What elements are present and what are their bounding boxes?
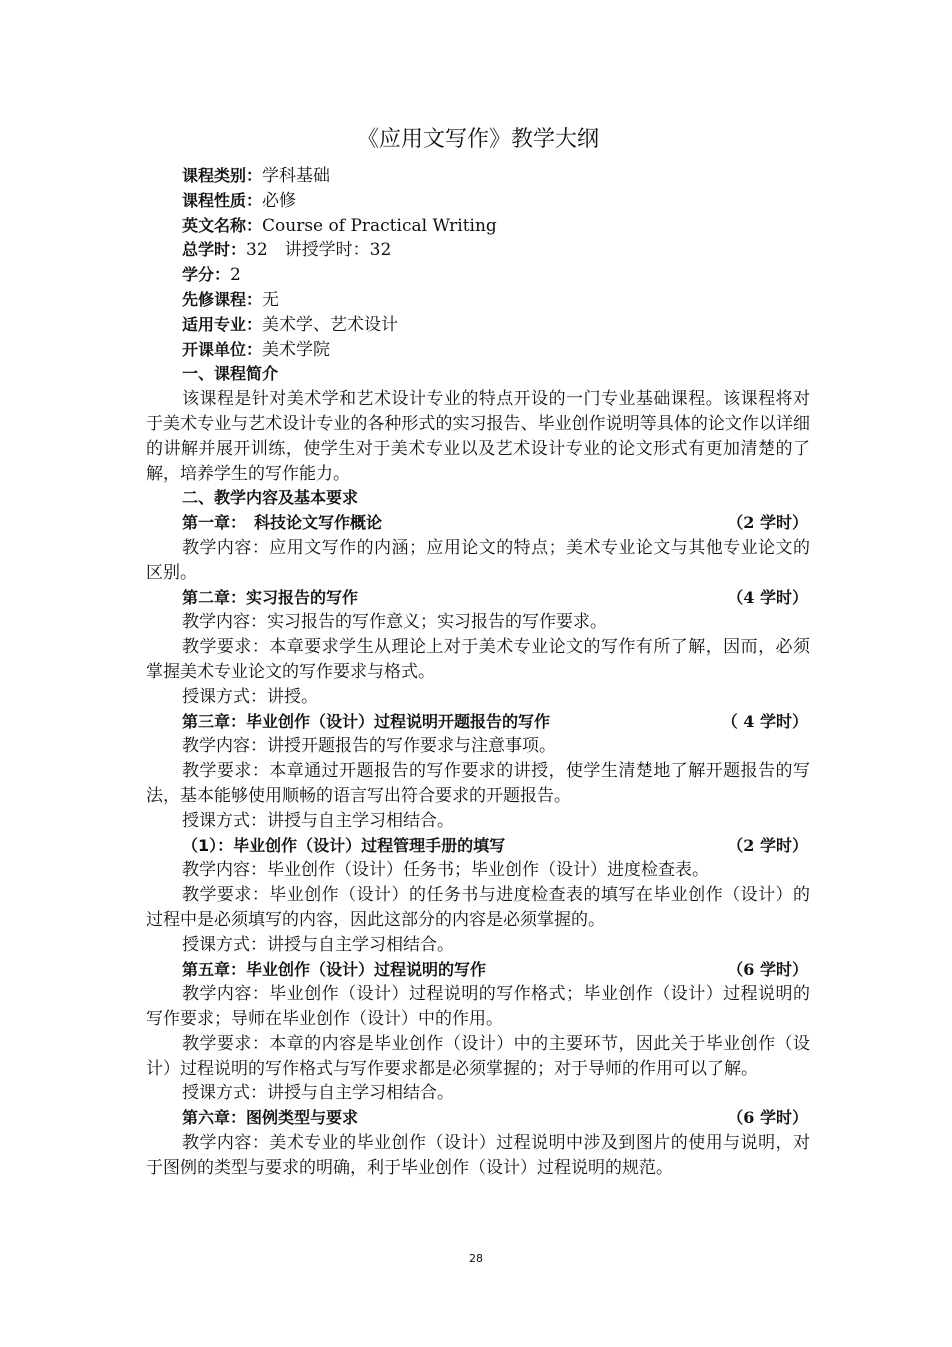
chapter-paragraph: 教学内容：应用文写作的内涵；应用论文的特点；美术专业论文与其他专业论文的区别。 xyxy=(146,537,810,583)
meta-row-nature xyxy=(146,189,810,214)
meta-key: 学分： xyxy=(182,265,231,285)
meta-key: 课程性质： xyxy=(182,190,263,210)
meta-value: 美术学、艺术设计 xyxy=(262,314,399,335)
chapter-paragraph: 教学要求：本章的内容是毕业创作（设计）中的主要环节，因此关于毕业创作（设计）过程说明的写作格式与写作要求都是必须掌握的；对于导师的作用可以了解。 xyxy=(146,1033,810,1079)
meta-value: 学科基础 xyxy=(262,166,331,186)
chapter-paragraph: 教学内容：讲授开题报告的写作要求与注意事项。 xyxy=(182,736,556,757)
meta-key: 英文名称： xyxy=(182,215,263,235)
meta-row-english-name xyxy=(146,214,810,239)
section-heading-intro: 一、课程简介 xyxy=(182,364,279,384)
chapter-heading: 第一章： 科技论文写作概论 （2 学时） xyxy=(146,511,810,536)
chapter-paragraph: 授课方式：讲授与自主学习相结合。 xyxy=(182,1083,454,1104)
meta-value: 美术学院 xyxy=(262,339,331,360)
meta-row-hours xyxy=(146,238,810,263)
chapter-hours: （6 学时） xyxy=(727,959,808,979)
meta-row-major xyxy=(146,313,810,338)
document-title: 《应用文写作》教学大纲 xyxy=(356,127,599,152)
meta-value: 必修 xyxy=(262,190,297,211)
chapter-hours: （2 学时） xyxy=(727,835,808,855)
chapter-paragraph: 授课方式：讲授与自主学习相结合。 xyxy=(182,810,454,831)
meta-value: 32 讲授学时：32 xyxy=(246,240,392,261)
meta-value: 2 xyxy=(230,265,241,286)
chapter-paragraph: 授课方式：讲授与自主学习相结合。 xyxy=(182,934,454,955)
meta-key: 课程类别： xyxy=(182,166,263,185)
chapter-hours: （4 学时） xyxy=(727,587,808,607)
meta-value: 无 xyxy=(262,289,280,310)
chapter-paragraph: 授课方式：讲授。 xyxy=(182,686,318,707)
chapter-hours: （6 学时） xyxy=(727,1108,808,1128)
chapter-paragraph: 教学要求：毕业创作（设计）的任务书与进度检查表的填写在毕业创作（设计）的过程中是必须填写的内容，因此这部分的内容是必须掌握的。 xyxy=(146,885,810,930)
document-page xyxy=(146,120,810,1181)
meta-key: 总学时： xyxy=(182,240,247,260)
chapter-heading: 第三章：毕业创作（设计）过程说明开题报告的写作 （ 4 学时） xyxy=(146,710,810,735)
meta-row-prerequisite xyxy=(146,288,810,313)
chapter-paragraph: 教学内容：毕业创作（设计）任务书；毕业创作（设计）进度检查表。 xyxy=(182,860,709,881)
chapter-hours: （2 学时） xyxy=(727,513,808,533)
meta-row-category xyxy=(146,164,810,189)
meta-value: Course of Practical Writing xyxy=(262,215,497,236)
chapter-heading: 第六章：图例类型与要求 （6 学时） xyxy=(146,1106,810,1131)
meta-key: 开课单位： xyxy=(182,339,263,359)
meta-row-credits xyxy=(146,263,810,288)
chapter-hours: （ 4 学时） xyxy=(721,711,808,731)
meta-key: 先修课程： xyxy=(182,289,263,309)
chapter-heading: 第二章：实习报告的写作 （4 学时） xyxy=(146,586,810,611)
chapter-paragraph: 教学内容：美术专业的毕业创作（设计）过程说明中涉及到图片的使用与说明，对于图例的类型与要求的明确，利于毕业创作（设计）过程说明的规范。 xyxy=(146,1133,810,1178)
meta-key: 适用专业： xyxy=(182,314,263,334)
chapter-paragraph: 教学要求：本章通过开题报告的写作要求的讲授，使学生清楚地了解开题报告的写法，基本能够使用顺畅的语言写出符合要求的开题报告。 xyxy=(146,761,810,806)
chapter-heading: （1）：毕业创作（设计）过程管理手册的填写 （2 学时） xyxy=(146,834,810,859)
chapter-heading: 第五章：毕业创作（设计）过程说明的写作 （6 学时） xyxy=(146,958,810,983)
page-number: 28 xyxy=(469,1252,483,1265)
meta-row-unit xyxy=(146,338,810,363)
intro-paragraph: 该课程是针对美术学和艺术设计专业的特点开设的一门专业基础课程。该课程将对于美术专业与艺术设计专业的各种形式的实习报告、毕业创作说明等具体的论文作以详细的讲解并展开训练，使学生对于美术专业以及艺术设计专业的论文形式有更加清楚的了解，培养学生的写作能力。 xyxy=(146,389,810,484)
chapter-paragraph: 教学内容：毕业创作（设计）过程说明的写作格式；毕业创作（设计）过程说明的写作要求；导师在毕业创作（设计）中的作用。 xyxy=(146,984,810,1030)
section-heading-content: 二、教学内容及基本要求 xyxy=(182,488,359,508)
course-meta xyxy=(146,164,810,362)
chapter-paragraph: 教学内容：实习报告的写作意义；实习报告的写作要求。 xyxy=(182,612,607,633)
chapter-paragraph: 教学要求：本章要求学生从理论上对于美术专业论文的写作有所了解，因而，必须掌握美术专业论文的写作要求与格式。 xyxy=(146,637,810,682)
